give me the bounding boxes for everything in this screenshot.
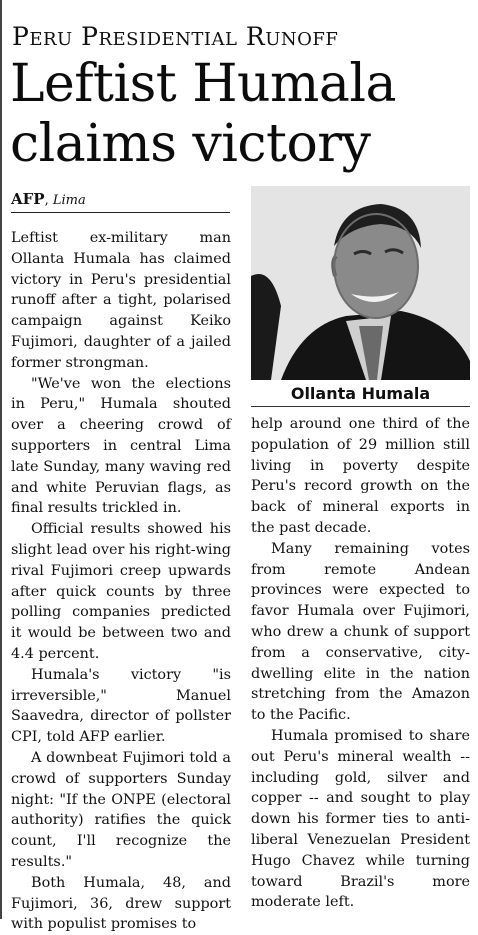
paragraph: Many remaining votes from remote Andean provinces were expected to favor Humala over Fujimori, who drew a chunk of support from a conservative, city-dwelling elite in the nation stretching from the Amazon to the Pacific. xyxy=(251,540,470,724)
byline-place: Lima xyxy=(52,193,86,208)
photo-caption: Ollanta Humala xyxy=(290,384,431,403)
headline: Leftist Humala claims victory xyxy=(10,54,396,174)
paragraph: help around one third of the population of 29 million still living in poverty despite Peru's record growth on the back of mineral exports in the past decade. xyxy=(251,416,470,536)
portrait-illustration xyxy=(251,186,470,380)
paragraph: Leftist ex-military man Ollanta Humala has claimed victory in Peru's presidential runoff after a tight, polarised campaign against Keiko Fujimori, daughter of a jailed former strongman. xyxy=(11,230,231,371)
article-column-right xyxy=(251,414,470,919)
section-kicker: Peru Presidential Runoff xyxy=(12,22,339,51)
caption-divider xyxy=(251,406,470,407)
paragraph: Both Humala, 48, and Fujimori, 36, drew support with populist promises to xyxy=(11,874,231,933)
portrait-photo xyxy=(251,186,470,380)
page-edge-rule xyxy=(0,0,2,919)
article-column-left xyxy=(11,228,231,933)
paragraph: A downbeat Fujimori told a crowd of supporters Sunday night: "If the ONPE (electoral authority) ratifies the quick count, I'll recognize the results." xyxy=(11,749,231,870)
byline-agency: AFP xyxy=(11,190,45,208)
byline-separator: , xyxy=(44,193,53,208)
paragraph: Humala's victory "is irreversible," Manuel Saavedra, director of pollster CPI, told AFP earlier. xyxy=(11,666,231,746)
byline-divider xyxy=(11,212,230,213)
paragraph: Official results showed his slight lead over his right-wing rival Fujimori creep upwards after quick counts by three polling companies predicted it would be between two and 4.4 percent. xyxy=(11,521,231,662)
paragraph: "We've won the elections in Peru," Humala shouted over a cheering crowd of supporters in central Lima late Sunday, many waving red and white Peruvian flags, as final results trickled in. xyxy=(11,375,231,517)
paragraph: Humala promised to share out Peru's mineral wealth -- including gold, silver and copper -- and sought to play down his former ties to anti-liberal Venezuelan President Hugo Chavez while turning toward Brazil's more moderate left. xyxy=(251,727,470,911)
byline xyxy=(11,190,86,208)
